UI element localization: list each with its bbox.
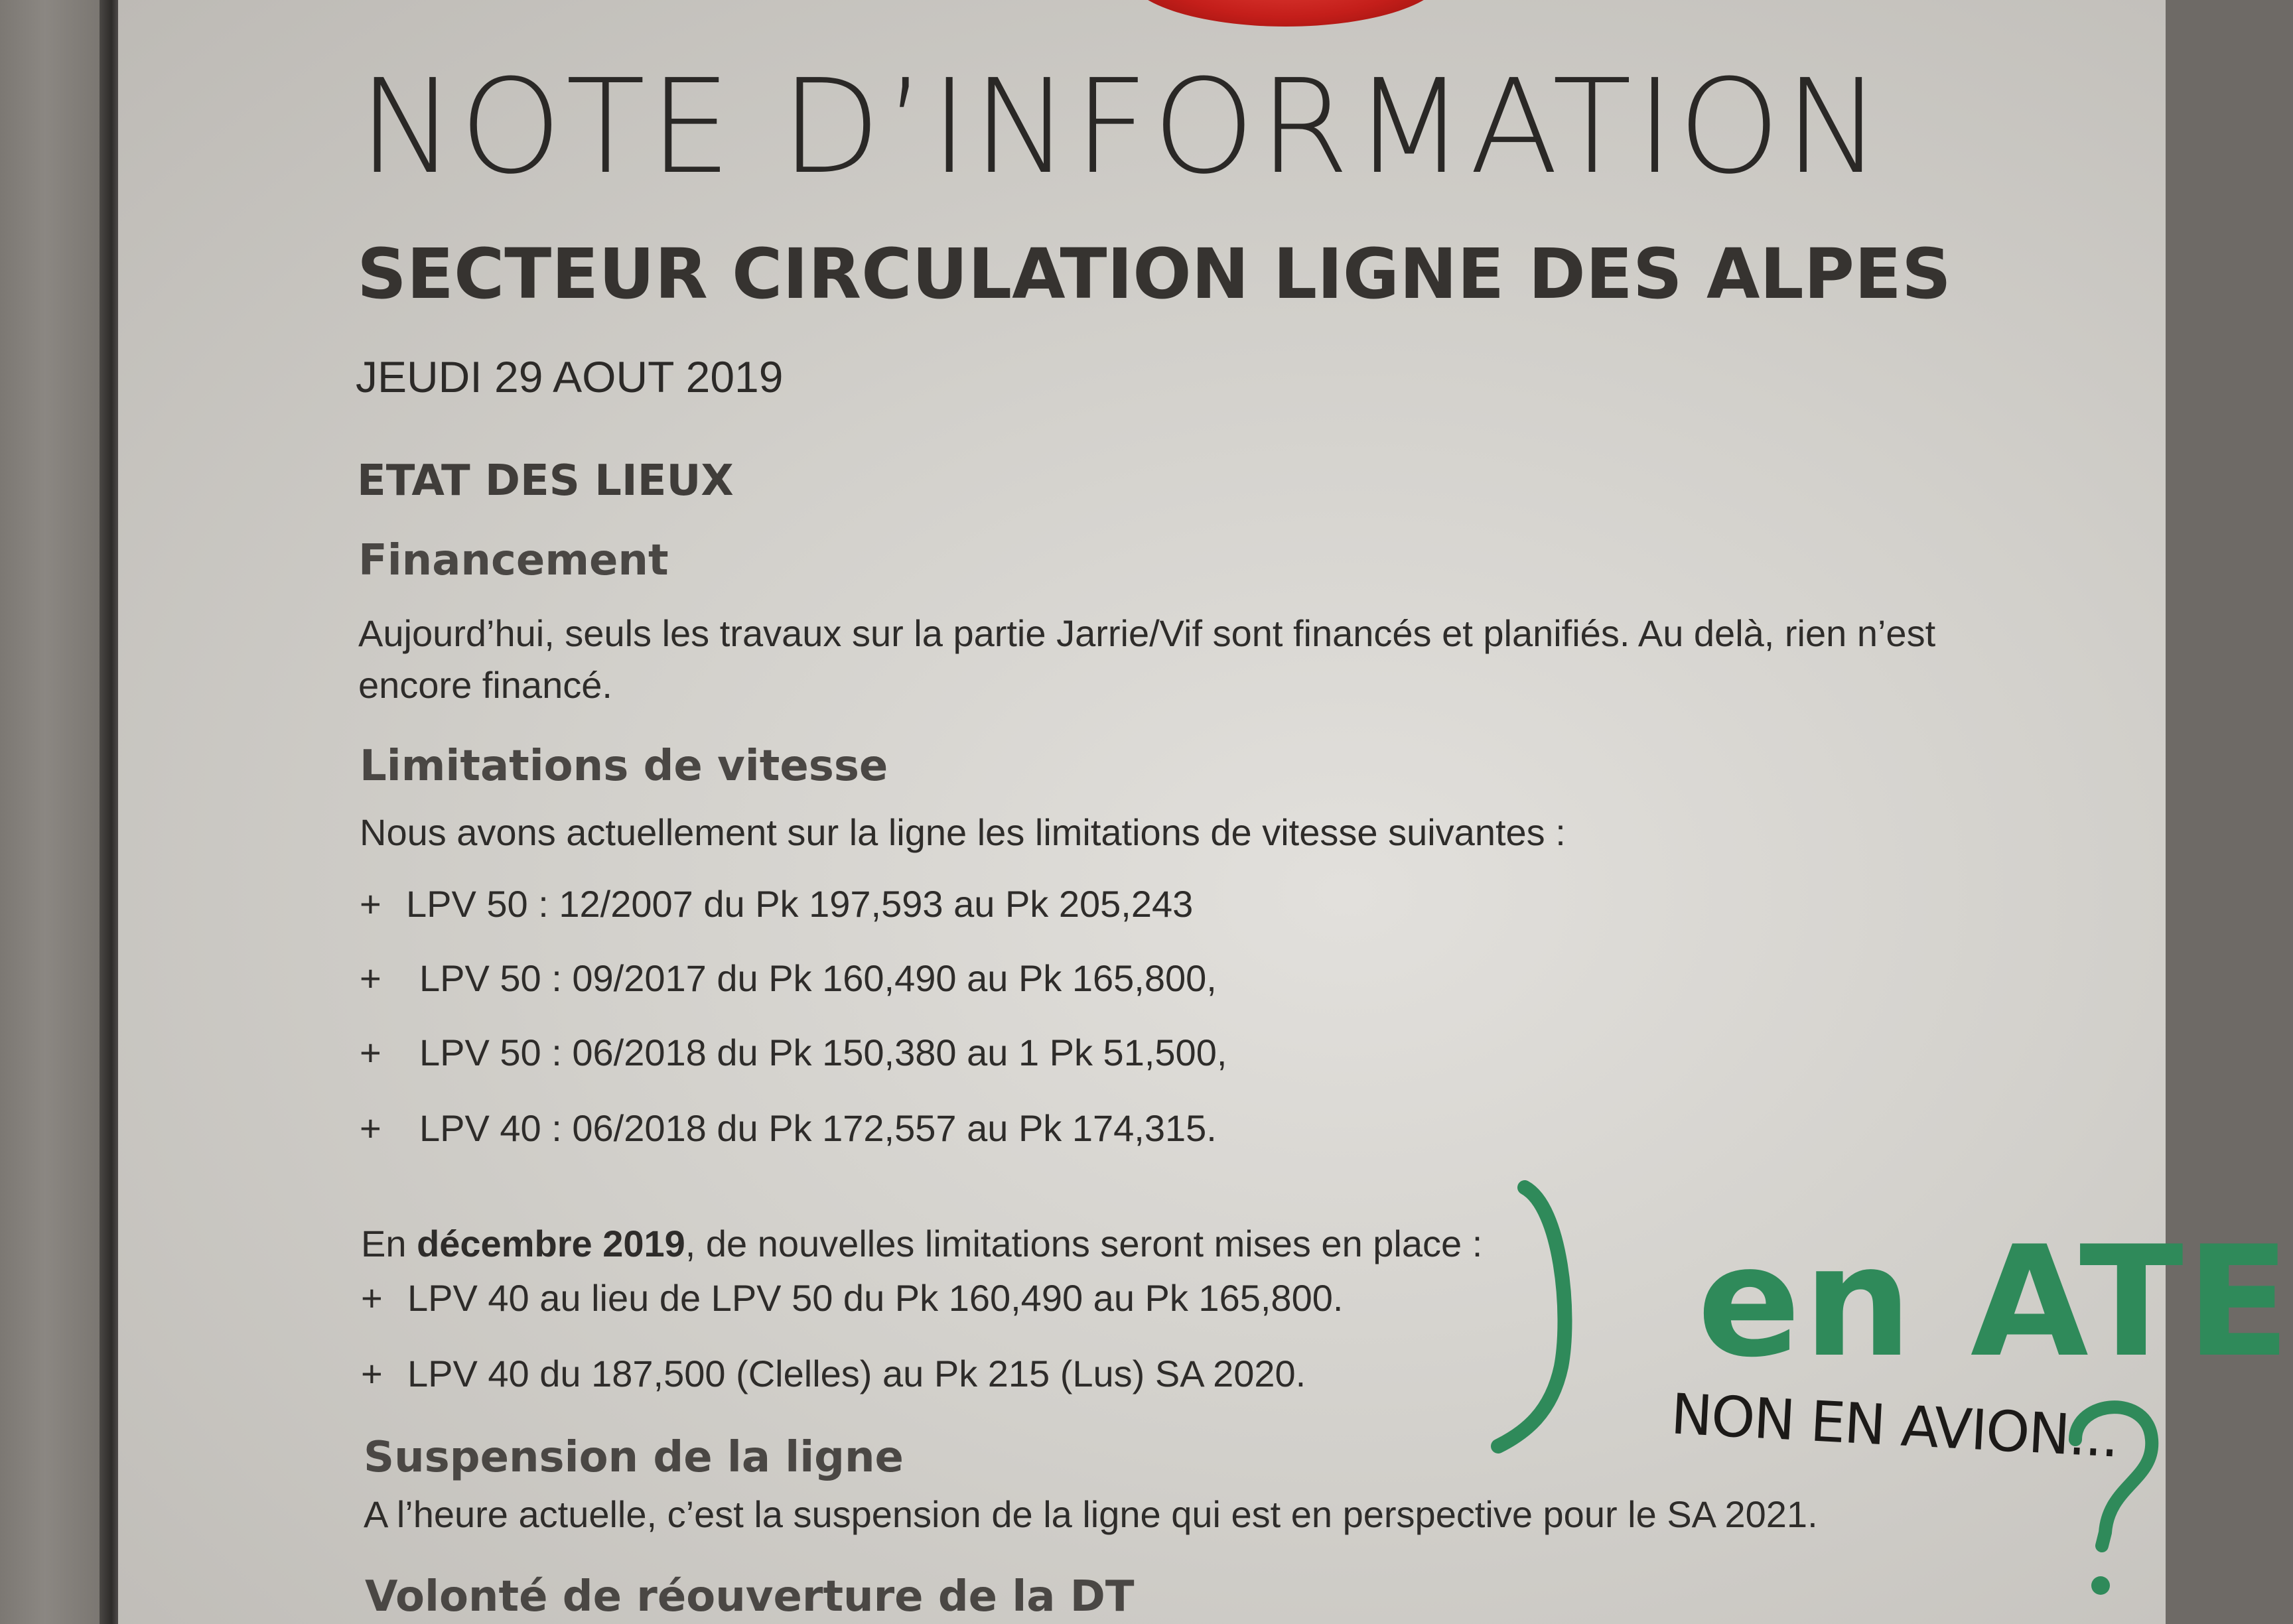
list-item <box>361 1352 1306 1395</box>
wall-background <box>0 0 113 1624</box>
list-item <box>360 882 1193 925</box>
list-item <box>360 1107 1217 1150</box>
limitations-intro: Nous avons actuellement sur la ligne les limitations de vitesse suivantes : <box>360 811 1566 853</box>
list-item-text: LPV 50 : 06/2018 du Pk 150,380 au 1 Pk 51,500, <box>419 1032 1227 1073</box>
section-heading-suspension: Suspension de la ligne <box>364 1433 904 1482</box>
page-title: NOTE D’INFORMATION <box>358 52 1886 203</box>
handwritten-question-mark-icon <box>2049 1387 2168 1605</box>
document-date: JEUDI 29 AOUT 2019 <box>356 352 784 401</box>
document-content <box>118 0 2293 1624</box>
bullet-plus-icon: + <box>361 1353 383 1394</box>
list-item-text: LPV 40 du 187,500 (Clelles) au Pk 215 (Lus) SA 2020. <box>407 1353 1306 1394</box>
bullet-plus-icon: + <box>360 957 382 999</box>
list-item <box>361 1276 1343 1320</box>
handwritten-note-green: en ATE <box>1697 1214 2293 1391</box>
decembre-intro-suffix: , de nouvelles limitations seront mises en place : <box>685 1223 1483 1264</box>
section-heading-etat: ETAT DES LIEUX <box>357 456 734 506</box>
decembre-intro-date: décembre 2019 <box>417 1223 685 1264</box>
list-item-text: LPV 40 : 06/2018 du Pk 172,557 au Pk 174,315. <box>419 1107 1217 1149</box>
section-heading-volonte: Volonté de réouverture de la DT <box>365 1572 1135 1621</box>
list-item <box>360 1031 1227 1074</box>
decembre-intro-prefix: En <box>361 1223 417 1264</box>
bullet-plus-icon: + <box>360 1032 382 1073</box>
document-subtitle: SECTEUR CIRCULATION LIGNE DES ALPES <box>357 234 1951 314</box>
suspension-text: A l’heure actuelle, c’est la suspension de la ligne qui est en perspective pour le SA 2021. <box>364 1493 1818 1535</box>
list-item-text: LPV 50 : 09/2017 du Pk 160,490 au Pk 165,800, <box>419 957 1217 999</box>
bullet-plus-icon: + <box>360 883 382 925</box>
board-frame-edge <box>100 0 119 1624</box>
list-item <box>360 957 1217 1000</box>
handwritten-bracket-icon <box>1498 1168 1604 1473</box>
section-heading-limitations: Limitations de vitesse <box>360 742 888 791</box>
financement-text-line-1: Aujourd’hui, seuls les travaux sur la partie Jarrie/Vif sont financés et planifiés. Au delà, rien n’est <box>358 612 1936 654</box>
paper-sheet <box>118 0 2293 1624</box>
handwritten-note-black: NON EN AVION... <box>1669 1381 2120 1470</box>
section-heading-financement: Financement <box>358 536 669 585</box>
list-item-text: LPV 40 au lieu de LPV 50 du Pk 160,490 au Pk 165,800. <box>407 1277 1344 1319</box>
decembre-intro <box>361 1222 1482 1265</box>
financement-text-line-2: encore financé. <box>358 664 612 706</box>
list-item-text: LPV 50 : 12/2007 du Pk 197,593 au Pk 205,243 <box>406 883 1194 925</box>
bullet-plus-icon: + <box>361 1277 383 1319</box>
bullet-plus-icon: + <box>360 1107 382 1149</box>
